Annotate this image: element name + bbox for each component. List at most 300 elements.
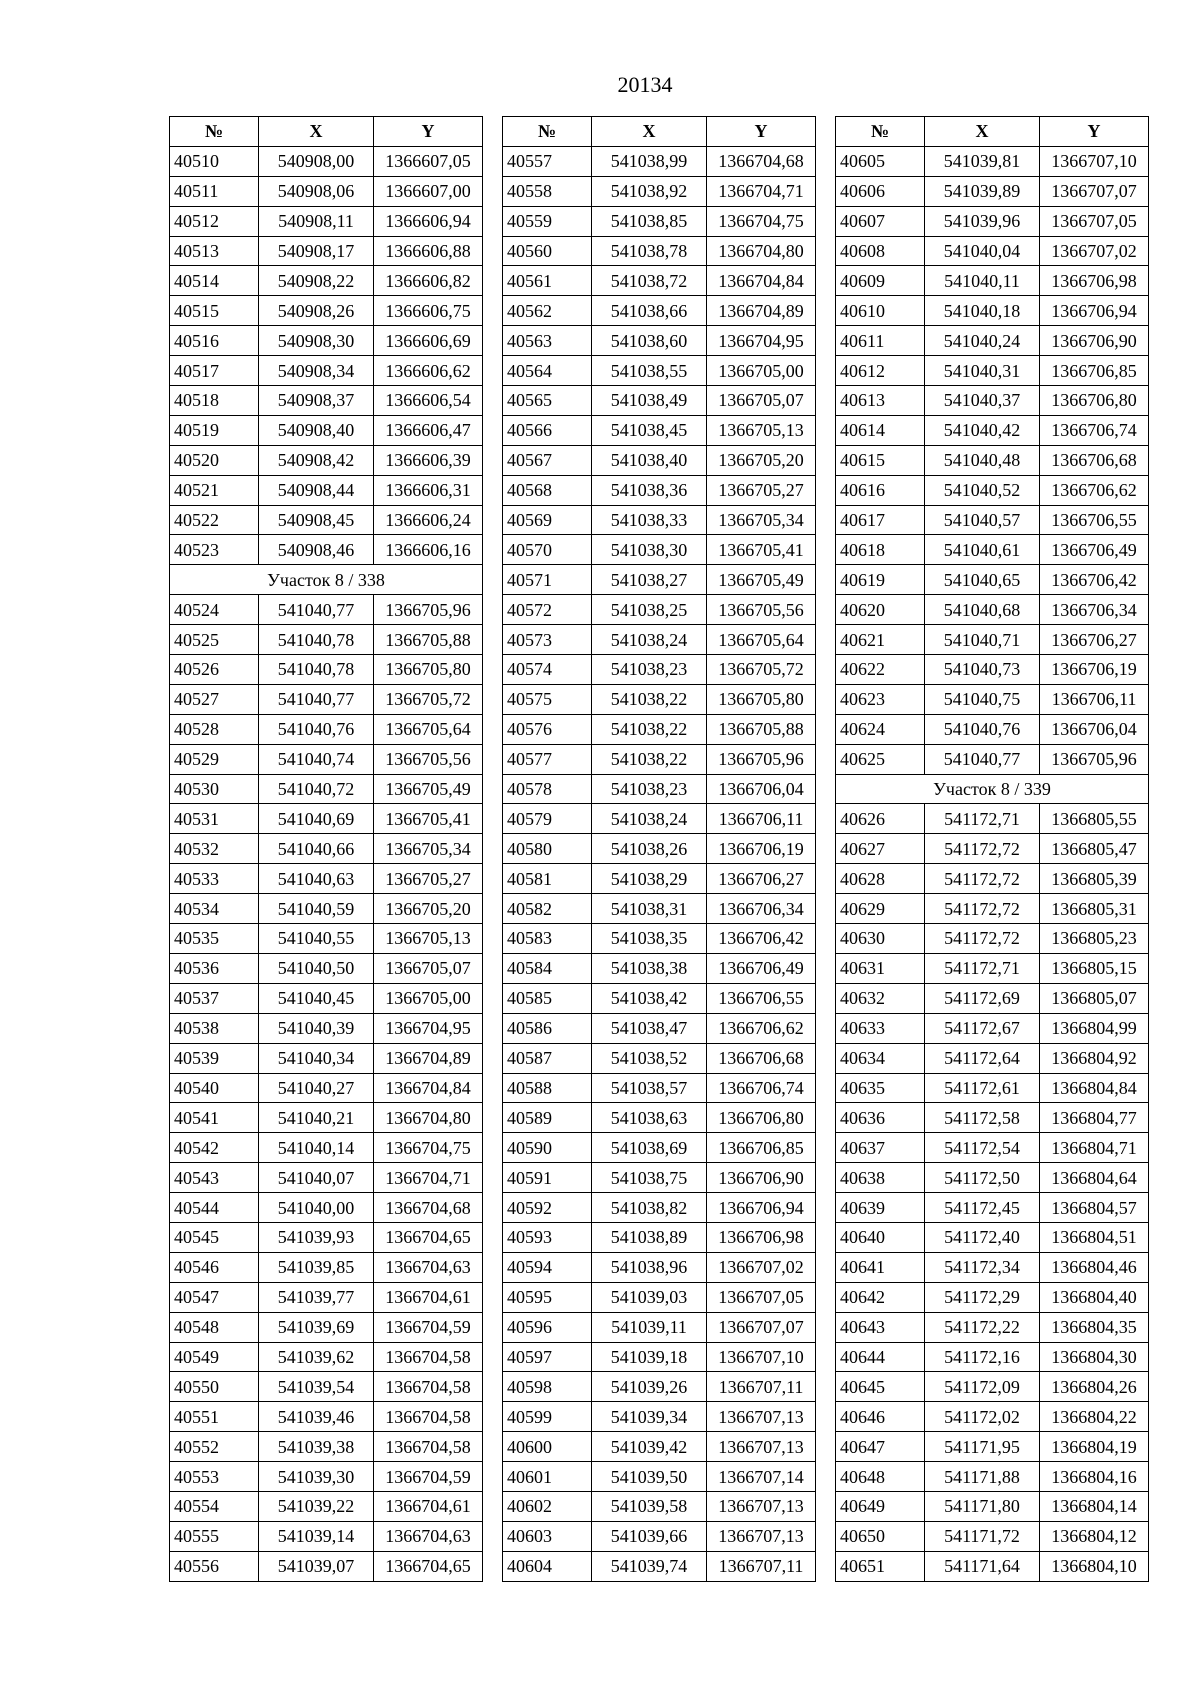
table-row xyxy=(503,1342,816,1372)
table-row xyxy=(503,804,816,834)
x-coordinate-cell: 541038,24 xyxy=(592,625,707,655)
x-coordinate-cell: 541039,07 xyxy=(259,1551,374,1581)
y-coordinate-cell: 1366705,34 xyxy=(374,834,483,864)
y-coordinate-cell: 1366707,02 xyxy=(1040,236,1149,266)
point-number-cell: 40622 xyxy=(836,655,925,685)
y-coordinate-cell: 1366706,04 xyxy=(1040,714,1149,744)
table-row xyxy=(836,1133,1149,1163)
point-number-cell: 40625 xyxy=(836,744,925,774)
x-coordinate-cell: 541038,23 xyxy=(592,655,707,685)
y-coordinate-cell: 1366705,88 xyxy=(374,625,483,655)
table-row xyxy=(836,1491,1149,1521)
table-row xyxy=(836,1193,1149,1223)
point-number-cell: 40534 xyxy=(170,894,259,924)
table-row xyxy=(503,1222,816,1252)
table-row xyxy=(836,535,1149,565)
point-number-cell: 40600 xyxy=(503,1432,592,1462)
x-coordinate-cell: 541039,58 xyxy=(592,1491,707,1521)
y-coordinate-cell: 1366705,49 xyxy=(374,774,483,804)
x-coordinate-cell: 541172,61 xyxy=(925,1073,1040,1103)
y-coordinate-cell: 1366606,88 xyxy=(374,236,483,266)
point-number-cell: 40615 xyxy=(836,445,925,475)
x-coordinate-cell: 541171,72 xyxy=(925,1521,1040,1551)
x-coordinate-cell: 540908,42 xyxy=(259,445,374,475)
y-coordinate-cell: 1366704,68 xyxy=(374,1193,483,1223)
y-coordinate-cell: 1366704,68 xyxy=(707,146,816,176)
y-coordinate-cell: 1366804,16 xyxy=(1040,1462,1149,1492)
table-row xyxy=(170,894,483,924)
x-coordinate-cell: 541038,60 xyxy=(592,326,707,356)
x-coordinate-cell: 541038,72 xyxy=(592,266,707,296)
table-row xyxy=(170,176,483,206)
y-coordinate-cell: 1366804,51 xyxy=(1040,1222,1149,1252)
y-coordinate-cell: 1366707,10 xyxy=(1040,146,1149,176)
y-coordinate-cell: 1366706,94 xyxy=(707,1193,816,1223)
x-coordinate-cell: 541040,65 xyxy=(925,565,1040,595)
x-coordinate-cell: 541040,52 xyxy=(925,475,1040,505)
point-number-cell: 40555 xyxy=(170,1521,259,1551)
table-row xyxy=(170,1491,483,1521)
y-coordinate-cell: 1366705,88 xyxy=(707,714,816,744)
x-coordinate-cell: 541172,72 xyxy=(925,894,1040,924)
x-coordinate-cell: 541040,37 xyxy=(925,386,1040,416)
point-number-cell: 40569 xyxy=(503,505,592,535)
point-number-cell: 40556 xyxy=(170,1551,259,1581)
y-coordinate-cell: 1366804,14 xyxy=(1040,1491,1149,1521)
section-row xyxy=(170,565,483,595)
point-number-cell: 40578 xyxy=(503,774,592,804)
x-coordinate-cell: 540908,34 xyxy=(259,356,374,386)
x-coordinate-cell: 541040,78 xyxy=(259,625,374,655)
point-number-cell: 40549 xyxy=(170,1342,259,1372)
y-coordinate-cell: 1366606,82 xyxy=(374,266,483,296)
table-row xyxy=(503,475,816,505)
x-coordinate-cell: 541040,63 xyxy=(259,864,374,894)
y-coordinate-cell: 1366606,75 xyxy=(374,296,483,326)
x-coordinate-cell: 541038,92 xyxy=(592,176,707,206)
x-coordinate-cell: 541038,25 xyxy=(592,595,707,625)
x-coordinate-cell: 541039,46 xyxy=(259,1402,374,1432)
x-coordinate-cell: 541039,03 xyxy=(592,1282,707,1312)
table-row xyxy=(836,834,1149,864)
y-coordinate-cell: 1366705,20 xyxy=(707,445,816,475)
y-coordinate-cell: 1366704,84 xyxy=(374,1073,483,1103)
y-coordinate-cell: 1366804,26 xyxy=(1040,1372,1149,1402)
y-coordinate-cell: 1366706,34 xyxy=(707,894,816,924)
point-number-cell: 40611 xyxy=(836,326,925,356)
point-number-cell: 40641 xyxy=(836,1252,925,1282)
y-coordinate-cell: 1366704,89 xyxy=(707,296,816,326)
x-coordinate-cell: 540908,17 xyxy=(259,236,374,266)
table-row xyxy=(170,625,483,655)
x-coordinate-cell: 541038,24 xyxy=(592,804,707,834)
point-number-cell: 40531 xyxy=(170,804,259,834)
table-row xyxy=(170,326,483,356)
point-number-cell: 40559 xyxy=(503,206,592,236)
x-coordinate-cell: 541038,78 xyxy=(592,236,707,266)
table-row xyxy=(836,1222,1149,1252)
table-row xyxy=(503,595,816,625)
y-coordinate-cell: 1366606,62 xyxy=(374,356,483,386)
table-row xyxy=(503,266,816,296)
x-coordinate-cell: 541038,33 xyxy=(592,505,707,535)
x-coordinate-cell: 541172,50 xyxy=(925,1163,1040,1193)
point-number-cell: 40637 xyxy=(836,1133,925,1163)
point-number-cell: 40532 xyxy=(170,834,259,864)
x-coordinate-cell: 541038,47 xyxy=(592,1013,707,1043)
y-coordinate-cell: 1366704,80 xyxy=(374,1103,483,1133)
y-coordinate-cell: 1366706,11 xyxy=(707,804,816,834)
table-row xyxy=(503,1372,816,1402)
x-coordinate-cell: 541039,54 xyxy=(259,1372,374,1402)
x-coordinate-cell: 541038,30 xyxy=(592,535,707,565)
x-coordinate-cell: 541039,74 xyxy=(592,1551,707,1581)
x-coordinate-cell: 541172,40 xyxy=(925,1222,1040,1252)
y-coordinate-cell: 1366706,74 xyxy=(1040,415,1149,445)
table-row xyxy=(836,1432,1149,1462)
x-coordinate-cell: 541038,26 xyxy=(592,834,707,864)
table-row xyxy=(503,924,816,954)
table-row xyxy=(503,625,816,655)
x-coordinate-cell: 541172,22 xyxy=(925,1312,1040,1342)
table-row xyxy=(836,505,1149,535)
x-coordinate-cell: 541172,72 xyxy=(925,834,1040,864)
header-x: X xyxy=(259,117,374,147)
y-coordinate-cell: 1366705,13 xyxy=(707,415,816,445)
point-number-cell: 40553 xyxy=(170,1462,259,1492)
point-number-cell: 40566 xyxy=(503,415,592,445)
y-coordinate-cell: 1366705,96 xyxy=(374,595,483,625)
x-coordinate-cell: 541039,38 xyxy=(259,1432,374,1462)
y-coordinate-cell: 1366704,59 xyxy=(374,1312,483,1342)
y-coordinate-cell: 1366705,72 xyxy=(707,655,816,685)
y-coordinate-cell: 1366704,95 xyxy=(707,326,816,356)
table-row xyxy=(170,445,483,475)
point-number-cell: 40582 xyxy=(503,894,592,924)
point-number-cell: 40577 xyxy=(503,744,592,774)
table-row xyxy=(503,684,816,714)
y-coordinate-cell: 1366705,72 xyxy=(374,684,483,714)
table-row xyxy=(503,744,816,774)
point-number-cell: 40603 xyxy=(503,1521,592,1551)
point-number-cell: 40571 xyxy=(503,565,592,595)
y-coordinate-cell: 1366706,19 xyxy=(707,834,816,864)
y-coordinate-cell: 1366804,84 xyxy=(1040,1073,1149,1103)
x-coordinate-cell: 541039,22 xyxy=(259,1491,374,1521)
x-coordinate-cell: 541172,09 xyxy=(925,1372,1040,1402)
table-row xyxy=(170,1551,483,1581)
table-row xyxy=(836,894,1149,924)
y-coordinate-cell: 1366704,65 xyxy=(374,1551,483,1581)
table-row xyxy=(836,983,1149,1013)
table-row xyxy=(836,266,1149,296)
table-row xyxy=(836,1342,1149,1372)
table-row xyxy=(503,894,816,924)
x-coordinate-cell: 541171,95 xyxy=(925,1432,1040,1462)
x-coordinate-cell: 541038,27 xyxy=(592,565,707,595)
point-number-cell: 40632 xyxy=(836,983,925,1013)
table-row xyxy=(503,655,816,685)
point-number-cell: 40584 xyxy=(503,953,592,983)
x-coordinate-cell: 541039,26 xyxy=(592,1372,707,1402)
x-coordinate-cell: 541039,14 xyxy=(259,1521,374,1551)
table-row xyxy=(170,1103,483,1133)
point-number-cell: 40574 xyxy=(503,655,592,685)
y-coordinate-cell: 1366704,63 xyxy=(374,1521,483,1551)
point-number-cell: 40628 xyxy=(836,864,925,894)
point-number-cell: 40523 xyxy=(170,535,259,565)
point-number-cell: 40609 xyxy=(836,266,925,296)
x-coordinate-cell: 541038,22 xyxy=(592,714,707,744)
table-row xyxy=(836,1282,1149,1312)
y-coordinate-cell: 1366705,27 xyxy=(374,864,483,894)
table-row xyxy=(836,1013,1149,1043)
table-row xyxy=(503,834,816,864)
header-x: X xyxy=(592,117,707,147)
table-row xyxy=(503,714,816,744)
x-coordinate-cell: 541038,89 xyxy=(592,1222,707,1252)
y-coordinate-cell: 1366707,13 xyxy=(707,1491,816,1521)
y-coordinate-cell: 1366804,92 xyxy=(1040,1043,1149,1073)
table-row xyxy=(170,953,483,983)
point-number-cell: 40595 xyxy=(503,1282,592,1312)
y-coordinate-cell: 1366705,00 xyxy=(707,356,816,386)
x-coordinate-cell: 541039,77 xyxy=(259,1282,374,1312)
x-coordinate-cell: 541172,71 xyxy=(925,804,1040,834)
y-coordinate-cell: 1366606,31 xyxy=(374,475,483,505)
x-coordinate-cell: 541038,45 xyxy=(592,415,707,445)
y-coordinate-cell: 1366704,63 xyxy=(374,1252,483,1282)
point-number-cell: 40642 xyxy=(836,1282,925,1312)
x-coordinate-cell: 540908,26 xyxy=(259,296,374,326)
point-number-cell: 40630 xyxy=(836,924,925,954)
y-coordinate-cell: 1366606,39 xyxy=(374,445,483,475)
y-coordinate-cell: 1366704,61 xyxy=(374,1282,483,1312)
table-row xyxy=(503,386,816,416)
page-number: 20134 xyxy=(617,72,673,97)
section-label: Участок 8 / 339 xyxy=(836,774,1149,804)
y-coordinate-cell: 1366704,65 xyxy=(374,1222,483,1252)
point-number-cell: 40526 xyxy=(170,655,259,685)
table-row xyxy=(836,714,1149,744)
point-number-cell: 40635 xyxy=(836,1073,925,1103)
x-coordinate-cell: 540908,46 xyxy=(259,535,374,565)
table-row xyxy=(836,146,1149,176)
point-number-cell: 40612 xyxy=(836,356,925,386)
table-row xyxy=(836,1043,1149,1073)
table-row xyxy=(170,206,483,236)
x-coordinate-cell: 541038,99 xyxy=(592,146,707,176)
table-row xyxy=(170,146,483,176)
y-coordinate-cell: 1366607,00 xyxy=(374,176,483,206)
y-coordinate-cell: 1366707,07 xyxy=(707,1312,816,1342)
x-coordinate-cell: 541172,34 xyxy=(925,1252,1040,1282)
y-coordinate-cell: 1366805,15 xyxy=(1040,953,1149,983)
y-coordinate-cell: 1366606,94 xyxy=(374,206,483,236)
x-coordinate-cell: 541038,29 xyxy=(592,864,707,894)
table-row xyxy=(503,1043,816,1073)
x-coordinate-cell: 540908,45 xyxy=(259,505,374,535)
point-number-cell: 40610 xyxy=(836,296,925,326)
x-coordinate-cell: 541038,82 xyxy=(592,1193,707,1223)
coordinate-table-1 xyxy=(169,116,483,1582)
point-number-cell: 40593 xyxy=(503,1222,592,1252)
point-number-cell: 40550 xyxy=(170,1372,259,1402)
table-row xyxy=(170,1043,483,1073)
point-number-cell: 40596 xyxy=(503,1312,592,1342)
x-coordinate-cell: 541040,45 xyxy=(259,983,374,1013)
y-coordinate-cell: 1366705,41 xyxy=(374,804,483,834)
x-coordinate-cell: 541039,66 xyxy=(592,1521,707,1551)
x-coordinate-cell: 541040,42 xyxy=(925,415,1040,445)
point-number-cell: 40542 xyxy=(170,1133,259,1163)
y-coordinate-cell: 1366707,13 xyxy=(707,1521,816,1551)
table-row xyxy=(503,326,816,356)
table-row xyxy=(170,236,483,266)
y-coordinate-cell: 1366706,68 xyxy=(707,1043,816,1073)
x-coordinate-cell: 541039,30 xyxy=(259,1462,374,1492)
table-row xyxy=(836,415,1149,445)
table-row xyxy=(836,924,1149,954)
y-coordinate-cell: 1366705,96 xyxy=(707,744,816,774)
table-row xyxy=(170,1312,483,1342)
x-coordinate-cell: 541172,71 xyxy=(925,953,1040,983)
point-number-cell: 40572 xyxy=(503,595,592,625)
x-coordinate-cell: 541040,21 xyxy=(259,1103,374,1133)
x-coordinate-cell: 540908,22 xyxy=(259,266,374,296)
table-row xyxy=(503,296,816,326)
table-row xyxy=(836,1312,1149,1342)
point-number-cell: 40538 xyxy=(170,1013,259,1043)
point-number-cell: 40519 xyxy=(170,415,259,445)
point-number-cell: 40629 xyxy=(836,894,925,924)
point-number-cell: 40561 xyxy=(503,266,592,296)
y-coordinate-cell: 1366805,31 xyxy=(1040,894,1149,924)
y-coordinate-cell: 1366606,54 xyxy=(374,386,483,416)
table-row xyxy=(836,953,1149,983)
point-number-cell: 40535 xyxy=(170,924,259,954)
point-number-cell: 40650 xyxy=(836,1521,925,1551)
table-row xyxy=(503,1073,816,1103)
y-coordinate-cell: 1366706,98 xyxy=(707,1222,816,1252)
x-coordinate-cell: 541172,69 xyxy=(925,983,1040,1013)
y-coordinate-cell: 1366706,27 xyxy=(1040,625,1149,655)
point-number-cell: 40621 xyxy=(836,625,925,655)
table-row xyxy=(503,1521,816,1551)
table-row xyxy=(170,266,483,296)
x-coordinate-cell: 541040,11 xyxy=(925,266,1040,296)
x-coordinate-cell: 541172,64 xyxy=(925,1043,1040,1073)
table-row xyxy=(836,445,1149,475)
y-coordinate-cell: 1366804,19 xyxy=(1040,1432,1149,1462)
point-number-cell: 40618 xyxy=(836,535,925,565)
x-coordinate-cell: 541040,68 xyxy=(925,595,1040,625)
table-row xyxy=(836,326,1149,356)
point-number-cell: 40588 xyxy=(503,1073,592,1103)
point-number-cell: 40590 xyxy=(503,1133,592,1163)
x-coordinate-cell: 541040,77 xyxy=(259,684,374,714)
point-number-cell: 40647 xyxy=(836,1432,925,1462)
y-coordinate-cell: 1366707,05 xyxy=(1040,206,1149,236)
point-number-cell: 40522 xyxy=(170,505,259,535)
y-coordinate-cell: 1366804,12 xyxy=(1040,1521,1149,1551)
header-number: № xyxy=(503,117,592,147)
x-coordinate-cell: 541039,34 xyxy=(592,1402,707,1432)
x-coordinate-cell: 541040,78 xyxy=(259,655,374,685)
table-row xyxy=(503,864,816,894)
x-coordinate-cell: 541038,52 xyxy=(592,1043,707,1073)
y-coordinate-cell: 1366704,84 xyxy=(707,266,816,296)
y-coordinate-cell: 1366704,95 xyxy=(374,1013,483,1043)
y-coordinate-cell: 1366705,41 xyxy=(707,535,816,565)
table-row xyxy=(836,1073,1149,1103)
point-number-cell: 40606 xyxy=(836,176,925,206)
y-coordinate-cell: 1366805,47 xyxy=(1040,834,1149,864)
x-coordinate-cell: 541040,00 xyxy=(259,1193,374,1223)
point-number-cell: 40601 xyxy=(503,1462,592,1492)
x-coordinate-cell: 541040,39 xyxy=(259,1013,374,1043)
x-coordinate-cell: 540908,06 xyxy=(259,176,374,206)
y-coordinate-cell: 1366804,71 xyxy=(1040,1133,1149,1163)
point-number-cell: 40510 xyxy=(170,146,259,176)
x-coordinate-cell: 541040,77 xyxy=(925,744,1040,774)
table-row xyxy=(170,804,483,834)
table-row xyxy=(836,684,1149,714)
table-row xyxy=(836,206,1149,236)
table-row xyxy=(836,1462,1149,1492)
x-coordinate-cell: 541171,64 xyxy=(925,1551,1040,1581)
y-coordinate-cell: 1366705,49 xyxy=(707,565,816,595)
point-number-cell: 40616 xyxy=(836,475,925,505)
y-coordinate-cell: 1366706,62 xyxy=(1040,475,1149,505)
point-number-cell: 40608 xyxy=(836,236,925,266)
x-coordinate-cell: 541040,31 xyxy=(925,356,1040,386)
y-coordinate-cell: 1366706,62 xyxy=(707,1013,816,1043)
header-y: Y xyxy=(1040,117,1149,147)
table-row xyxy=(503,1163,816,1193)
y-coordinate-cell: 1366707,11 xyxy=(707,1372,816,1402)
y-coordinate-cell: 1366706,11 xyxy=(1040,684,1149,714)
table-row xyxy=(170,714,483,744)
y-coordinate-cell: 1366804,57 xyxy=(1040,1193,1149,1223)
point-number-cell: 40516 xyxy=(170,326,259,356)
point-number-cell: 40648 xyxy=(836,1462,925,1492)
y-coordinate-cell: 1366606,69 xyxy=(374,326,483,356)
point-number-cell: 40524 xyxy=(170,595,259,625)
x-coordinate-cell: 541172,02 xyxy=(925,1402,1040,1432)
x-coordinate-cell: 541038,36 xyxy=(592,475,707,505)
point-number-cell: 40626 xyxy=(836,804,925,834)
y-coordinate-cell: 1366706,80 xyxy=(1040,386,1149,416)
table-row xyxy=(503,1013,816,1043)
x-coordinate-cell: 541039,69 xyxy=(259,1312,374,1342)
table-row xyxy=(836,1372,1149,1402)
table-row xyxy=(170,356,483,386)
point-number-cell: 40543 xyxy=(170,1163,259,1193)
point-number-cell: 40613 xyxy=(836,386,925,416)
point-number-cell: 40540 xyxy=(170,1073,259,1103)
table-row xyxy=(503,1193,816,1223)
section-label: Участок 8 / 338 xyxy=(170,565,483,595)
x-coordinate-cell: 541040,50 xyxy=(259,953,374,983)
point-number-cell: 40539 xyxy=(170,1043,259,1073)
x-coordinate-cell: 541172,54 xyxy=(925,1133,1040,1163)
header-number: № xyxy=(170,117,259,147)
y-coordinate-cell: 1366606,24 xyxy=(374,505,483,535)
y-coordinate-cell: 1366706,55 xyxy=(707,983,816,1013)
header-number: № xyxy=(836,117,925,147)
point-number-cell: 40645 xyxy=(836,1372,925,1402)
